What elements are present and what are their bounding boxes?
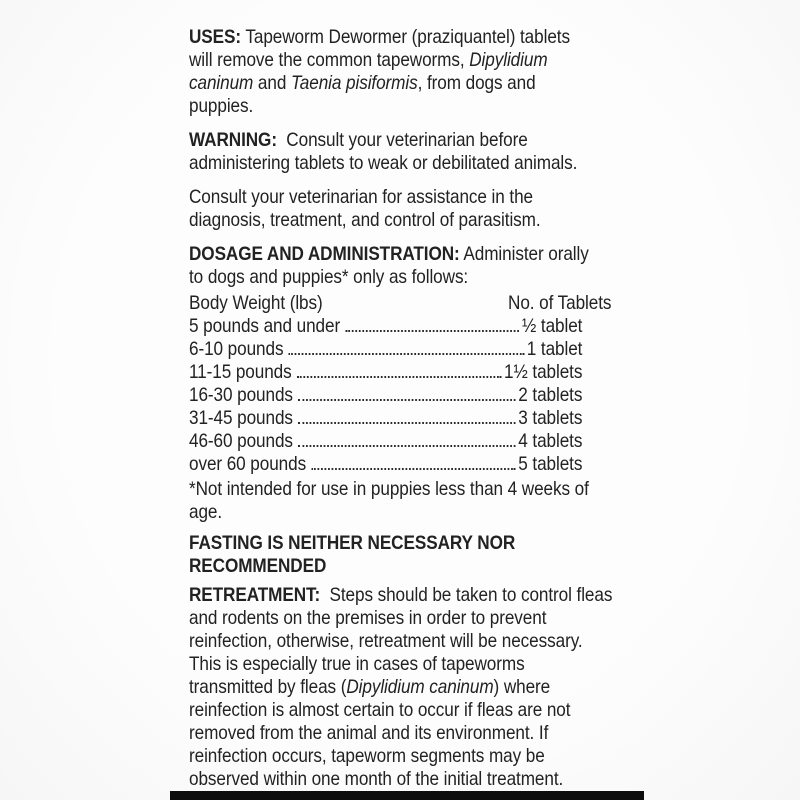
bold-text: FASTING IS NEITHER NECESSARY NOR bbox=[189, 532, 516, 554]
text-segment: reinfection, otherwise, retreatment will be necessary. bbox=[189, 630, 583, 652]
bold-text: WARNING: bbox=[189, 129, 277, 151]
dosage-section bbox=[189, 243, 650, 289]
text-segment: administering tablets to weak or debilitated animals. bbox=[189, 152, 578, 174]
text-line bbox=[189, 186, 650, 209]
label-text-column bbox=[189, 26, 650, 791]
text-line bbox=[189, 555, 650, 578]
italic-text: Dipylidium caninum bbox=[346, 676, 494, 698]
text-segment: , from dogs and bbox=[417, 72, 536, 94]
consult-section bbox=[189, 186, 650, 232]
dot-leader bbox=[298, 445, 515, 447]
dosage-table-header bbox=[189, 292, 611, 315]
text-line bbox=[189, 26, 650, 49]
bold-text: RECOMMENDED bbox=[189, 555, 327, 577]
retreatment-section bbox=[189, 584, 650, 791]
body-weight-value: 6-10 pounds bbox=[189, 338, 284, 360]
text-line bbox=[189, 653, 650, 676]
dot-leader bbox=[289, 353, 524, 355]
dot-leader bbox=[311, 468, 515, 470]
text-segment: transmitted by fleas ( bbox=[189, 676, 347, 698]
text-line bbox=[189, 243, 650, 266]
tablet-count-value: ½ tablet bbox=[521, 315, 583, 337]
text-segment: and bbox=[253, 72, 291, 94]
text-segment: ) where bbox=[493, 676, 551, 698]
tablet-count-value: 1 tablet bbox=[526, 338, 583, 360]
body-weight-value: 5 pounds and under bbox=[189, 315, 341, 337]
warning-section bbox=[189, 129, 650, 175]
body-weight-value: 11-15 pounds bbox=[189, 361, 292, 383]
text-segment: Steps should be taken to control fleas bbox=[320, 584, 613, 606]
text-line bbox=[189, 129, 650, 152]
body-weight-value: 31-45 pounds bbox=[189, 407, 293, 429]
body-weight-value: 46-60 pounds bbox=[189, 430, 293, 452]
table-row bbox=[189, 315, 582, 338]
no-of-tablets-header: No. of Tablets bbox=[508, 292, 612, 314]
dot-leader bbox=[345, 330, 519, 332]
dot-leader bbox=[298, 422, 515, 424]
dot-leader bbox=[298, 399, 515, 401]
text-line bbox=[189, 607, 650, 630]
body-weight-value: over 60 pounds bbox=[189, 453, 307, 475]
bold-text: RETREATMENT: bbox=[189, 584, 321, 606]
dosage-table bbox=[189, 292, 611, 476]
italic-text: caninum bbox=[189, 72, 254, 94]
tablet-count-value: 4 tablets bbox=[518, 430, 583, 452]
text-segment: removed from the animal and its environment. If bbox=[189, 722, 549, 744]
text-line bbox=[189, 152, 650, 175]
tablet-count-value: 2 tablets bbox=[518, 384, 583, 406]
text-segment: puppies. bbox=[189, 95, 254, 117]
text-line bbox=[189, 95, 650, 118]
text-segment: *Not intended for use in puppies less than 4 weeks of bbox=[189, 478, 589, 500]
table-row bbox=[189, 430, 582, 453]
text-line bbox=[189, 584, 650, 607]
text-line bbox=[189, 699, 650, 722]
bold-text: USES: bbox=[189, 26, 242, 48]
text-segment: will remove the common tapeworms, bbox=[189, 49, 470, 71]
text-segment: Administer orally bbox=[459, 243, 589, 265]
text-line bbox=[189, 49, 650, 72]
dosage-table-rows bbox=[189, 315, 582, 476]
text-segment: reinfection occurs, tapeworm segments may be bbox=[189, 745, 545, 767]
bold-text: DOSAGE AND ADMINISTRATION: bbox=[189, 243, 460, 265]
text-segment: and rodents on the premises in order to prevent bbox=[189, 607, 547, 629]
text-segment: Consult your veterinarian for assistance in the bbox=[189, 186, 534, 208]
text-segment: This is especially true in cases of tapeworms bbox=[189, 653, 525, 675]
table-row bbox=[189, 338, 582, 361]
text-line bbox=[189, 630, 650, 653]
text-line bbox=[189, 266, 650, 289]
tablet-count-value: 5 tablets bbox=[518, 453, 583, 475]
text-segment: observed within one month of the initial treatment. bbox=[189, 768, 564, 790]
text-line bbox=[189, 722, 650, 745]
text-line bbox=[189, 768, 650, 791]
uses-section bbox=[189, 26, 650, 118]
text-segment: Consult your veterinarian before bbox=[276, 129, 528, 151]
table-row bbox=[189, 361, 582, 384]
table-row bbox=[189, 407, 582, 430]
tablet-count-value: 3 tablets bbox=[518, 407, 583, 429]
footnote-section bbox=[189, 478, 650, 524]
text-line bbox=[189, 478, 650, 501]
italic-text: Taenia pisiformis bbox=[290, 72, 418, 94]
text-segment: Tapeworm Dewormer (praziquantel) tablets bbox=[241, 26, 570, 48]
text-line bbox=[189, 72, 650, 95]
text-line bbox=[189, 501, 650, 524]
text-segment: to dogs and puppies* only as follows: bbox=[189, 266, 469, 288]
italic-text: Dipylidium bbox=[469, 49, 548, 71]
table-row bbox=[189, 384, 582, 407]
text-line bbox=[189, 532, 650, 555]
table-row bbox=[189, 453, 582, 476]
text-segment: reinfection is almost certain to occur if fleas are not bbox=[189, 699, 571, 721]
bottom-crop-bar bbox=[170, 791, 644, 800]
text-line bbox=[189, 676, 650, 699]
text-segment: diagnosis, treatment, and control of parasitism. bbox=[189, 209, 541, 231]
text-line bbox=[189, 209, 650, 232]
text-line bbox=[189, 745, 650, 768]
text-segment: age. bbox=[189, 501, 223, 523]
tablet-count-value: 1½ tablets bbox=[504, 361, 583, 383]
body-weight-header: Body Weight (lbs) bbox=[189, 292, 323, 314]
fasting-heading bbox=[189, 532, 650, 578]
body-weight-value: 16-30 pounds bbox=[189, 384, 293, 406]
dot-leader bbox=[297, 376, 502, 378]
